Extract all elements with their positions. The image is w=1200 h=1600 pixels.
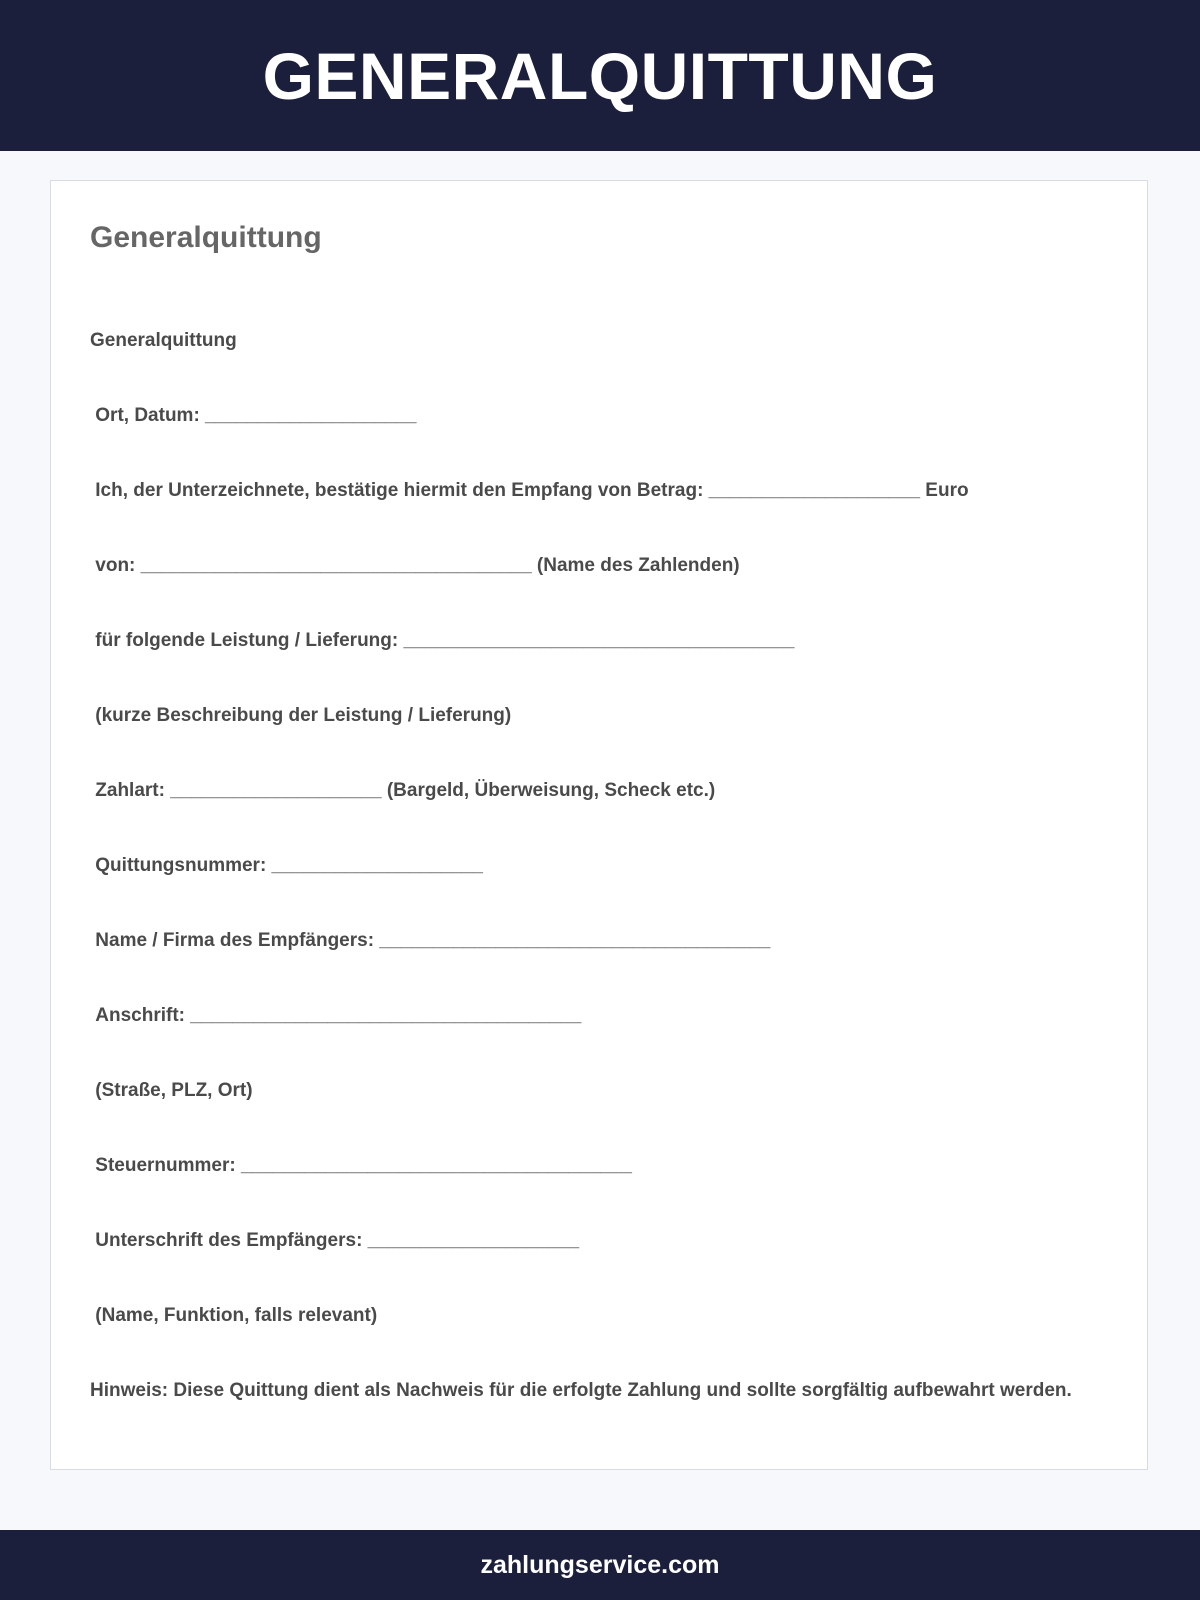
doc-line-payer: von: _____________________________________ (Name des Zahlenden) (90, 555, 740, 576)
document-body (90, 278, 1090, 1453)
doc-line-title: Generalquittung (90, 330, 237, 351)
doc-line-receipt-number: Quittungsnummer: ____________________ (90, 855, 483, 876)
footer-banner (0, 1530, 1200, 1600)
document-heading: Generalquittung (90, 221, 322, 254)
doc-line-address: Anschrift: _____________________________________ (90, 1005, 582, 1026)
top-banner (0, 0, 1200, 151)
doc-line-place-date: Ort, Datum: ____________________ (90, 405, 417, 426)
doc-line-recipient-name: Name / Firma des Empfängers: _____________________________________ (90, 930, 771, 951)
doc-line-signature-hint: (Name, Funktion, falls relevant) (90, 1305, 378, 1326)
footer-site-name: zahlungservice.com (480, 1550, 720, 1579)
doc-line-signature: Unterschrift des Empfängers: ____________________ (90, 1230, 580, 1251)
doc-line-service: für folgende Leistung / Lieferung: _____________________________________ (90, 630, 795, 651)
banner-title: GENERALQUITTUNG (262, 38, 938, 113)
doc-line-address-hint: (Straße, PLZ, Ort) (90, 1080, 253, 1101)
doc-line-tax-number: Steuernummer: _____________________________________ (90, 1155, 632, 1176)
doc-line-amount: Ich, der Unterzeichnete, bestätige hiermit den Empfang von Betrag: ____________________ Euro (90, 480, 969, 501)
doc-line-payment-method: Zahlart: ____________________ (Bargeld, Überweisung, Scheck etc.) (90, 780, 716, 801)
doc-line-notice: Hinweis: Diese Quittung dient als Nachweis für die erfolgte Zahlung und sollte sorgfältig aufbewahrt werden. (90, 1380, 1072, 1401)
document-page (50, 180, 1148, 1470)
doc-line-service-hint: (kurze Beschreibung der Leistung / Lieferung) (90, 705, 512, 726)
